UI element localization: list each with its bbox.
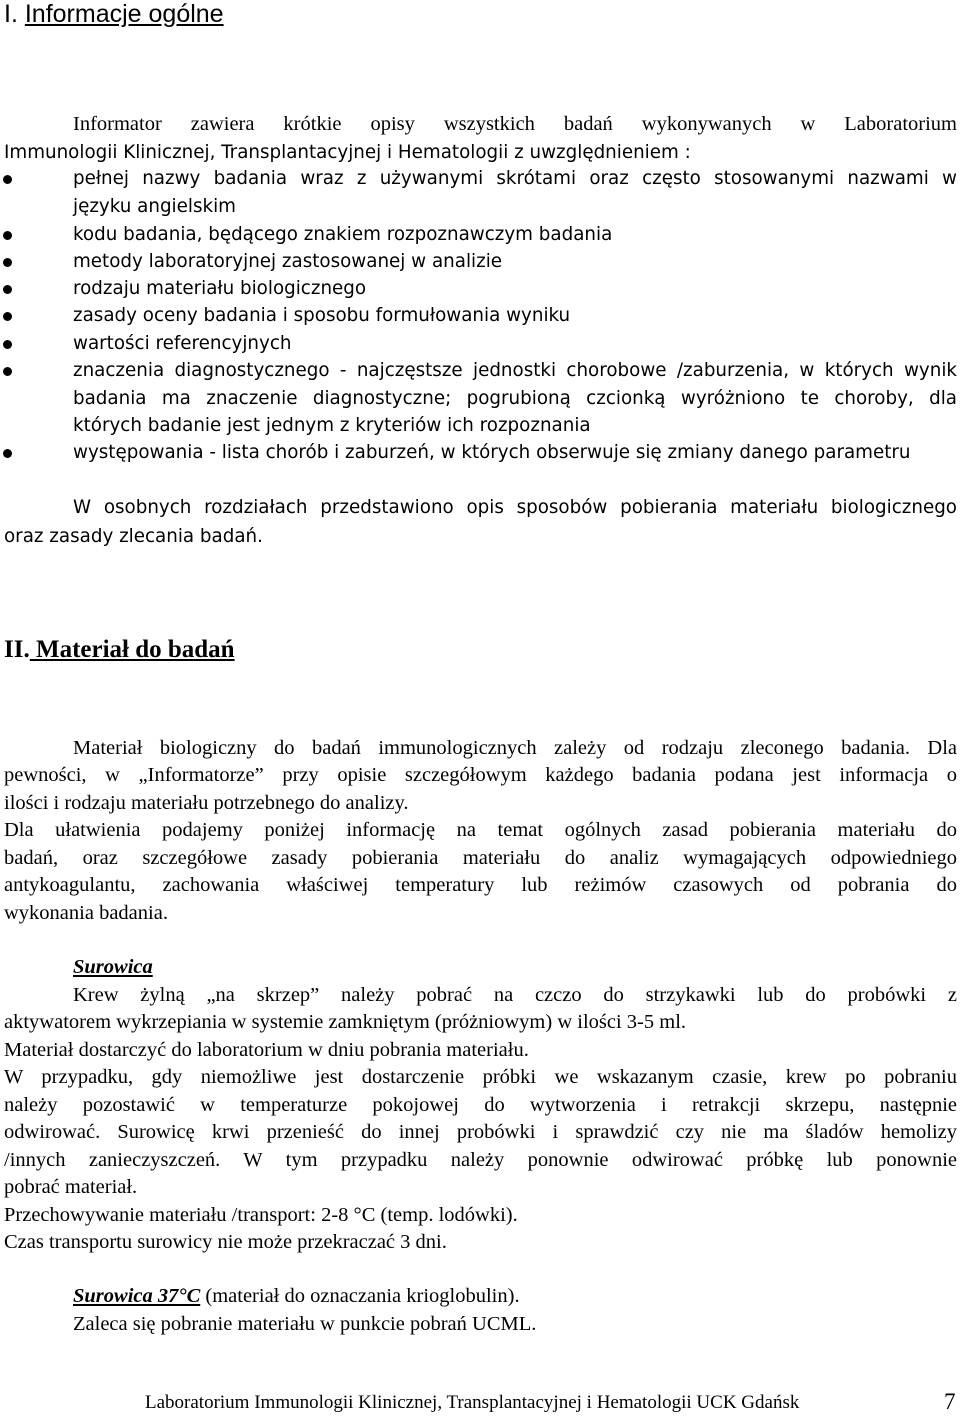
surowica-line-9: Przechowywanie materiału /transport: 2-8 °C (temp. lodówki). <box>4 1204 518 1226</box>
bullet-icon <box>3 367 12 376</box>
bullet-icon <box>3 340 12 349</box>
surowica-line-8: pobrać materiał. <box>4 1176 138 1198</box>
list-item-7-line-1: znaczenia diagnostycznego - najczęstsze jednostki chorobowe /zaburzenia, w których wynik <box>73 360 957 381</box>
section-1-number: I. <box>4 0 18 28</box>
footer-text: Laboratorium Immunologii Klinicznej, Transplantacyjnej i Hematologii UCK Gdańsk <box>145 1392 800 1413</box>
list-item-6: wartości referencyjnych <box>73 333 292 354</box>
closing-line-2: oraz zasady zlecania badań. <box>4 526 263 547</box>
surowica-line-2: aktywatorem wykrzepiania w systemie zamkniętym (próżniowym) w ilości 3-5 ml. <box>4 1011 687 1033</box>
bullet-icon <box>3 312 12 321</box>
list-item-3: metody laboratoryjnej zastosowanej w analizie <box>73 251 503 272</box>
list-item-1-line-2: języku angielskim <box>73 196 236 217</box>
p2-line-4: wykonania badania. <box>4 902 168 924</box>
surowica-line-5: należy pozostawić w temperaturze pokojowej do wytworzenia i retrakcji skrzepu, następnie <box>4 1094 957 1116</box>
section-2-heading <box>4 636 235 664</box>
list-item-7-line-2: badania ma znaczenie diagnostyczne; pogrubioną czcionką wyróżniono te choroby, dla <box>73 388 957 409</box>
p2-line-3: antykoagulantu, zachowania właściwej temperatury lub reżimów czasowych od pobrania do <box>4 874 957 896</box>
list-item-2: kodu badania, będącego znakiem rozpoznawczym badania <box>73 224 613 245</box>
p2-line-2: badań, oraz szczegółowe zasady pobierania materiału do analiz wymagających odpowiedniego <box>4 847 957 869</box>
surowica-37-heading: Surowica 37°C <box>73 1285 201 1307</box>
p1-line-2: pewności, w „Informatorze” przy opisie szczegółowym każdego badania podana jest informacja o <box>4 764 957 786</box>
section-2-title: Materiał do badań <box>29 636 235 663</box>
surowica-37-line-1 <box>73 1285 520 1308</box>
list-item-5: zasady oceny badania i sposobu formułowania wyniku <box>73 305 571 326</box>
bullet-icon <box>3 449 12 458</box>
intro-line-2: Immunologii Klinicznej, Transplantacyjnej i Hematologii z uwzględnieniem : <box>4 142 691 163</box>
list-item-7-line-3: których badanie jest jednym z kryteriów ich rozpoznania <box>73 415 591 436</box>
section-1-title: Informacje ogólne <box>24 0 224 28</box>
surowica-line-1: Krew żylną „na skrzep” należy pobrać na czczo do strzykawki lub do probówki z <box>73 984 957 1006</box>
bullet-icon <box>3 175 12 184</box>
page-number: 7 <box>944 1389 956 1414</box>
p2-line-1: Dla ułatwienia podajemy poniżej informację na temat ogólnych zasad pobierania materiału do <box>4 819 957 841</box>
closing-line-1: W osobnych rozdziałach przedstawiono opis sposobów pobierania materiału biologicznego <box>73 497 957 518</box>
p1-line-1: Materiał biologiczny do badań immunologicznych zależy od rodzaju zleconego badania. Dla <box>73 737 957 759</box>
bullet-icon <box>3 258 12 267</box>
bullet-icon <box>3 285 12 294</box>
list-item-8: występowania - lista chorób i zaburzeń, w których obserwuje się zmiany danego parametru <box>73 442 911 463</box>
list-item-1-line-1: pełnej nazwy badania wraz z używanymi skrótami oraz często stosowanymi nazwami w <box>73 168 957 189</box>
surowica-line-4: W przypadku, gdy niemożliwe jest dostarczenie próbki we wskazanym czasie, krew po pobraniu <box>4 1066 957 1088</box>
section-2-number: II. <box>4 636 30 663</box>
bullet-icon <box>3 231 12 240</box>
p1-line-3: ilości i rodzaju materiału potrzebnego do analizy. <box>4 792 409 814</box>
list-item-4: rodzaju materiału biologicznego <box>73 278 367 299</box>
surowica-line-6: odwirować. Surowicę krwi przenieść do innej probówki i sprawdzić czy nie ma śladów hemolizy <box>4 1121 957 1143</box>
surowica-heading: Surowica <box>73 956 153 978</box>
surowica-37-rest: (materiał do oznaczania krioglobulin). <box>200 1285 520 1307</box>
surowica-line-3: Materiał dostarczyć do laboratorium w dniu pobrania materiału. <box>4 1039 529 1061</box>
surowica-37-line-2: Zaleca się pobranie materiału w punkcie pobrań UCML. <box>73 1313 537 1335</box>
intro-line-1: Informator zawiera krótkie opisy wszystkich badań wykonywanych w Laboratorium <box>73 113 957 135</box>
surowica-line-7: /innych zanieczyszczeń. W tym przypadku należy ponownie odwirować próbkę lub ponownie <box>4 1149 957 1171</box>
section-1-heading <box>4 0 224 29</box>
surowica-line-10: Czas transportu surowicy nie może przekraczać 3 dni. <box>4 1231 447 1253</box>
